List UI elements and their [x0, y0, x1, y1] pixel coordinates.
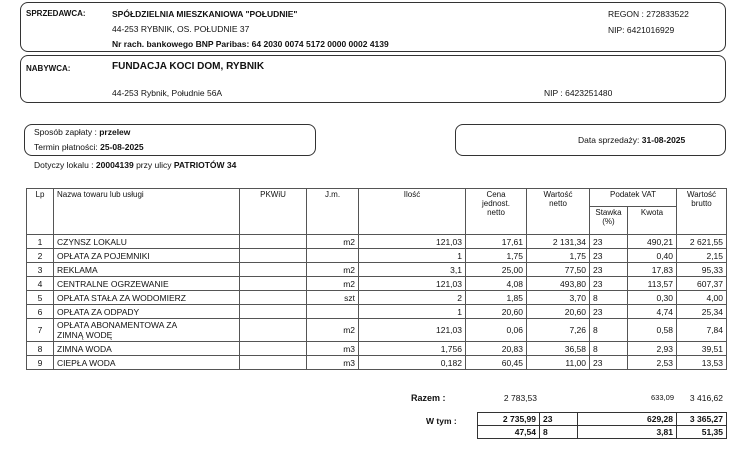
table-row [27, 291, 727, 305]
seller-label: SPRZEDAWCA: [26, 9, 86, 18]
row-qty: 1,756 [359, 342, 466, 356]
row-vat-amount: 4,74 [628, 305, 677, 319]
seller-nip: NIP: 6421016929 [608, 25, 675, 35]
breakdown-body [478, 413, 727, 439]
row-name-line1: OPŁATA STAŁA ZA WODOMIERZ [57, 292, 186, 303]
row-rate: 8 [590, 342, 628, 356]
row-gross: 4,00 [677, 291, 727, 305]
row-rate: 23 [590, 356, 628, 370]
row-lp: 2 [27, 249, 54, 263]
row-unit: szt [307, 291, 359, 305]
breakdown-vat: 3,81 [578, 426, 677, 439]
row-qty: 1 [359, 249, 466, 263]
breakdown-label: W tym : [426, 416, 457, 426]
breakdown-row [478, 426, 727, 439]
row-price: 4,08 [466, 277, 527, 291]
table-row [27, 305, 727, 319]
row-pkwiu [240, 263, 307, 277]
payment-due-value: 25-08-2025 [100, 142, 144, 152]
header-gross [677, 189, 727, 235]
row-pkwiu [240, 319, 307, 342]
table-row [27, 263, 727, 277]
row-gross: 25,34 [677, 305, 727, 319]
row-lp: 8 [27, 342, 54, 356]
header-price-line3: netto [487, 208, 505, 217]
row-vat-amount: 17,83 [628, 263, 677, 277]
totals-table [408, 391, 726, 404]
payment-due-label: Termin płatności: [34, 142, 101, 152]
row-name-line1: CENTRALNE OGRZEWANIE [57, 278, 169, 289]
row-gross: 39,51 [677, 342, 727, 356]
row-rate: 23 [590, 249, 628, 263]
row-qty: 1 [359, 305, 466, 319]
header-name: Nazwa towaru lub usługi [54, 189, 240, 235]
row-gross: 13,53 [677, 356, 727, 370]
row-rate: 23 [590, 263, 628, 277]
header-price [466, 189, 527, 235]
row-qty: 0,182 [359, 356, 466, 370]
row-rate: 23 [590, 235, 628, 249]
row-price: 20,83 [466, 342, 527, 356]
totals-vat: 633,09 [651, 393, 674, 402]
row-name [54, 235, 240, 249]
header-net [527, 189, 590, 235]
header-vat: Podatek VAT [590, 189, 677, 207]
premises-line [34, 160, 236, 170]
row-name [54, 319, 240, 342]
breakdown-row [478, 413, 727, 426]
sale-date-label: Data sprzedaży: [578, 135, 642, 145]
buyer-address: 44-253 Rybnik, Południe 56A [112, 88, 223, 98]
items-table [26, 188, 727, 370]
row-name [54, 356, 240, 370]
header-rate-line2: (%) [602, 217, 615, 226]
row-name [54, 342, 240, 356]
row-unit [307, 249, 359, 263]
header-vat-amount: Kwota [628, 207, 677, 235]
row-name-line1: CZYNSZ LOKALU [57, 236, 127, 247]
table-row [27, 356, 727, 370]
row-name-line1: REKLAMA [57, 264, 98, 275]
row-vat-amount: 0,30 [628, 291, 677, 305]
row-unit: m2 [307, 263, 359, 277]
row-qty: 3,1 [359, 263, 466, 277]
row-pkwiu [240, 291, 307, 305]
row-rate: 23 [590, 305, 628, 319]
row-qty: 121,03 [359, 277, 466, 291]
row-qty: 121,03 [359, 235, 466, 249]
row-gross: 2 621,55 [677, 235, 727, 249]
totals-row [408, 391, 726, 404]
totals-label: Razem : [411, 392, 446, 403]
row-name [54, 305, 240, 319]
row-name [54, 263, 240, 277]
row-lp: 9 [27, 356, 54, 370]
premises-label: Dotyczy lokalu : [34, 160, 96, 170]
table-row [27, 342, 727, 356]
row-gross: 95,33 [677, 263, 727, 277]
row-name-line2: ZIMNĄ WODĘ [57, 330, 113, 340]
row-lp: 5 [27, 291, 54, 305]
row-price: 25,00 [466, 263, 527, 277]
row-net: 2 131,34 [527, 235, 590, 249]
header-net-line1: Wartość [543, 190, 573, 199]
seller-bank-account: Nr rach. bankowego BNP Paribas: 64 2030 0074 5172 0000 0002 4139 [112, 39, 389, 49]
row-name [54, 291, 240, 305]
header-price-line1: Cena [486, 190, 506, 199]
row-name-line1: OPŁATA ZA POJEMNIKI [57, 250, 150, 261]
header-rate-line1: Stawka [595, 208, 622, 217]
totals-gross: 3 416,62 [689, 392, 723, 403]
buyer-label: NABYWCA: [26, 64, 71, 73]
items-body [27, 235, 727, 370]
row-lp: 6 [27, 305, 54, 319]
premises-value: 20004139 [95, 160, 134, 170]
seller-regon: REGON : 272833522 [608, 9, 689, 19]
row-price: 17,61 [466, 235, 527, 249]
breakdown-rate: 8 [540, 426, 578, 439]
seller-name: SPÓŁDZIELNIA MIESZKANIOWA "POŁUDNIE" [112, 9, 298, 19]
row-vat-amount: 2,53 [628, 356, 677, 370]
breakdown-gross: 51,35 [677, 426, 727, 439]
row-pkwiu [240, 277, 307, 291]
row-price: 1,85 [466, 291, 527, 305]
row-vat-amount: 113,57 [628, 277, 677, 291]
row-pkwiu [240, 342, 307, 356]
row-price: 1,75 [466, 249, 527, 263]
header-rate [590, 207, 628, 235]
row-unit: m2 [307, 277, 359, 291]
row-qty: 121,03 [359, 319, 466, 342]
header-lp: Lp [27, 189, 54, 235]
street-label: przy ulicy [133, 160, 174, 170]
row-pkwiu [240, 235, 307, 249]
buyer-nip: NIP : 6423251480 [544, 88, 613, 98]
row-qty: 2 [359, 291, 466, 305]
payment-method-value: przelew [99, 127, 131, 137]
street-value: PATRIOTÓW 34 [173, 160, 237, 170]
row-pkwiu [240, 249, 307, 263]
totals-net: 2 783,53 [503, 392, 537, 403]
row-lp: 7 [27, 319, 54, 342]
breakdown-table [477, 412, 727, 439]
row-unit: m2 [307, 235, 359, 249]
row-net: 3,70 [527, 291, 590, 305]
header-price-line2: jednost. [481, 199, 511, 208]
header-unit: J.m. [307, 189, 359, 235]
row-unit: m3 [307, 356, 359, 370]
row-unit: m2 [307, 319, 359, 342]
table-row [27, 319, 727, 342]
row-name [54, 249, 240, 263]
row-price: 60,45 [466, 356, 527, 370]
row-pkwiu [240, 305, 307, 319]
row-price: 0,06 [466, 319, 527, 342]
row-unit: m3 [307, 342, 359, 356]
breakdown-net: 47,54 [478, 426, 540, 439]
row-gross: 2,15 [677, 249, 727, 263]
row-net: 11,00 [527, 356, 590, 370]
sale-date [578, 135, 685, 145]
payment-method-label: Sposób zapłaty : [34, 127, 100, 137]
row-name-line1: OPŁATA ABONAMENTOWA ZA [57, 320, 178, 330]
row-vat-amount: 490,21 [628, 235, 677, 249]
payment-due [34, 142, 144, 152]
header-pkwiu: PKWiU [240, 189, 307, 235]
row-net: 1,75 [527, 249, 590, 263]
row-net: 77,50 [527, 263, 590, 277]
breakdown-vat: 629,28 [578, 413, 677, 426]
row-lp: 3 [27, 263, 54, 277]
row-rate: 8 [590, 291, 628, 305]
row-net: 36,58 [527, 342, 590, 356]
table-row [27, 277, 727, 291]
header-net-line2: netto [549, 199, 567, 208]
row-rate: 23 [590, 277, 628, 291]
table-row [27, 235, 727, 249]
buyer-name: FUNDACJA KOCI DOM, RYBNIK [112, 61, 265, 72]
row-lp: 4 [27, 277, 54, 291]
row-net: 493,80 [527, 277, 590, 291]
items-header-row [27, 189, 727, 207]
row-name [54, 277, 240, 291]
header-gross-line2: brutto [691, 199, 712, 208]
row-price: 20,60 [466, 305, 527, 319]
row-unit [307, 305, 359, 319]
row-net: 20,60 [527, 305, 590, 319]
row-gross: 7,84 [677, 319, 727, 342]
breakdown-gross: 3 365,27 [677, 413, 727, 426]
row-name-line1: ZIMNA WODA [57, 343, 112, 354]
breakdown-rate: 23 [540, 413, 578, 426]
seller-address: 44-253 RYBNIK, OS. POŁUDNIE 37 [112, 24, 250, 34]
row-lp: 1 [27, 235, 54, 249]
table-row [27, 249, 727, 263]
header-gross-line1: Wartość [686, 190, 717, 199]
row-rate: 8 [590, 319, 628, 342]
row-vat-amount: 2,93 [628, 342, 677, 356]
row-name-line1: CIEPŁA WODA [57, 357, 116, 368]
row-vat-amount: 0,40 [628, 249, 677, 263]
row-net: 7,26 [527, 319, 590, 342]
header-qty: Ilość [359, 189, 466, 235]
row-pkwiu [240, 356, 307, 370]
row-gross: 607,37 [677, 277, 727, 291]
payment-method [34, 127, 130, 137]
row-vat-amount: 0,58 [628, 319, 677, 342]
row-name-line1: OPŁATA ZA ODPADY [57, 306, 140, 317]
breakdown-net: 2 735,99 [478, 413, 540, 426]
sale-date-value: 31-08-2025 [641, 135, 686, 145]
